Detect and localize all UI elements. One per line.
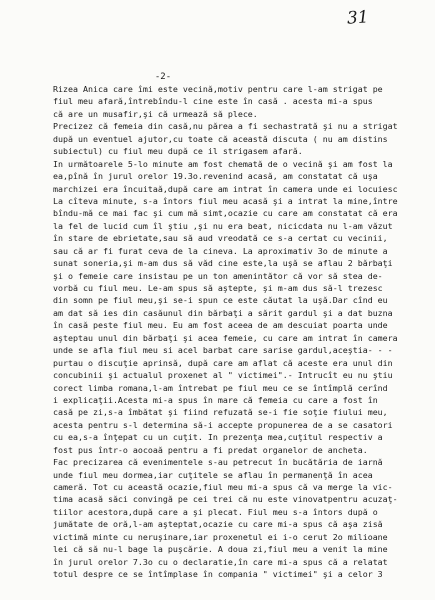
text-line: şi o femeie care insistau pe un ton amenintător că vor să stea de-: [53, 270, 383, 281]
text-line: aşteptau unul din bărbaţi şi acea femeie, cu care am intrat în camera: [53, 332, 398, 343]
text-line: am dat să ies din casăunul din bărbaţi a sărit gardul şi a dat buzna: [53, 307, 393, 318]
text-line: în stare de ebrietate,sau să aud vreodată ce s-a certat cu vecinii,: [53, 233, 388, 244]
page-number: -2-: [154, 72, 172, 82]
text-line: fiul meu afară,întrebîndu-l cine este în casă . acesta mi-a spus: [53, 96, 373, 107]
handwritten-folio-number: 31: [346, 7, 370, 29]
text-line: Precizez că femeia din casă,nu părea a fi sechastrată şi nu a strigat: [53, 121, 398, 132]
text-line: tiilor acestora,după care a şi plecat. Fiul meu s-a întors după o: [53, 506, 378, 517]
text-line: din somn pe fiul meu,şi se-i spun ce este căutat la uşă.Dar cînd eu: [53, 295, 388, 306]
text-line: In următoarele 5-lo minute am fost chemată de o vecină şi am fost la: [53, 158, 393, 169]
text-line: casă pe zi,s-a îmbătat şi fiind refuzată se-i fie soţie fiului meu,: [53, 407, 388, 418]
text-line: ea,pînă în jurul orelor 19.3o.revenind acasă, am constatat că uşa: [53, 171, 378, 182]
text-line: purtau o discuţie aprinsă, după care am aflat că aceste era unul din: [53, 357, 393, 368]
text-line: totul despre ce se întîmplase în compania " victimei" şi a celor 3: [53, 569, 383, 580]
text-line: cu ea,s-a înţepat cu un cuţit. In prezenţa mea,cuţitul respectiv a: [53, 432, 383, 443]
text-line: tima acasă săci convingă pe cei trei că nu este vinovatpentru acuzaţ-: [53, 494, 398, 505]
text-line: în jurul orelor 7.3o cu o declaratie,în care mi-a spus că a relatat: [53, 556, 388, 567]
text-line: jumătate de oră,l-am aşteptat,ocazie cu care mi-a spus că aşa zisă: [53, 519, 383, 530]
text-line: victimă minte cu neruşinare,iar proxenetul ei i-o cerut 2o milioane: [53, 531, 388, 542]
text-line: cameră. Tot cu această ocazie,fiul meu mi-a spus că va merge la vic-: [53, 482, 393, 492]
text-line: lei că să nu-l bage la puşcărie. A doua zi,fiul meu a venit la mine: [53, 544, 388, 555]
text-line: concubinii şi actualul proxenet al " victimei".- Intrucît eu nu ştiu: [53, 370, 393, 381]
text-line: Rizea Anica care îmi este vecină,motiv pentru care l-am strigat pe: [53, 84, 383, 94]
text-line: că are un musafir,şi că urmează să plece.: [53, 108, 258, 119]
text-line: marchizei era încuitaă,după care am intrat în camera unde ei locuiesc: [53, 183, 398, 194]
text-line: corect limba romana,l-am întrebat pe fiul meu ce se întîmplă cerînd: [53, 382, 388, 393]
text-line: sau că ar fi furat ceva de la cineva. La aproximativ 3o de minute a: [53, 245, 388, 256]
text-line: după un eventuel ajutor,cu toate că această discuta ( nu am distins: [53, 133, 388, 144]
text-line: unde se afla fiul meu si acel barbat care sarise gardul,aceştia- - -: [53, 345, 393, 356]
text-line: La cîteva minute, s-a întors fiul meu acasă şi a intrat la mine,între: [53, 195, 398, 206]
text-line: în casă peste fiul meu. Eu am fost aceea de am descuiat poarta unde: [53, 320, 388, 331]
document-body: [53, 83, 431, 581]
text-line: unde fiul meu dormea,iar cuţitele se aflau în permanenţă în acea: [53, 469, 373, 480]
text-line: i explicaţii.Acesta mi-a spus în mare că femeia cu care a fost în: [53, 394, 378, 405]
text-line: subiectul) cu fiul meu după ce il strigasem afară.: [53, 146, 303, 157]
text-line: sunat soneria,şi m-am dus să văd cine este,la uşă se aflau 2 bărbaţi: [53, 258, 393, 269]
text-line: vorbă cu fiul meu. Le-am spus să aştepte, şi m-am dus să-l trezesc: [53, 283, 383, 293]
text-line: fost pus într-o aocoaă pentru a fi predat organelor de ancheta.: [53, 444, 368, 455]
text-line: acesta pentru s-l determina să-i accepte propunerea de a se casatori: [53, 419, 393, 430]
text-line: bîndu-mă ce mai fac şi cum mă simt,ocazie cu care am constatat că era: [53, 208, 398, 219]
text-line: Fac precizarea că evenimentele s-au petrecut în bucătăria de iarnă: [53, 457, 383, 468]
text-line: la fel de lucid cum îl ştiu ,şi nu era beat, nicicdata nu l-am văzut: [53, 220, 393, 231]
